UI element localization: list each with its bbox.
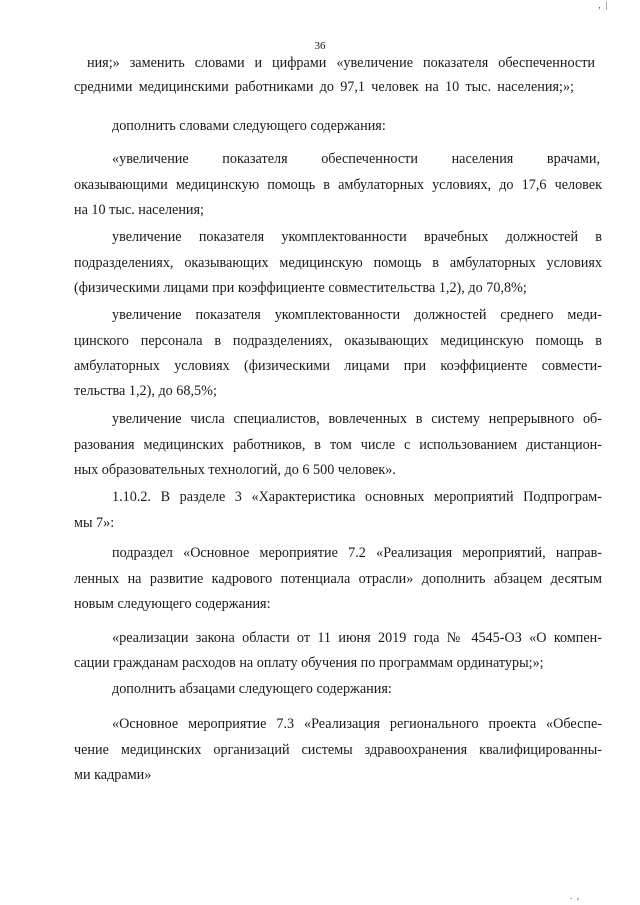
- text-line: увеличение показателя укомплектованности врачебных должностей в: [112, 229, 602, 245]
- text-line: «реализации закона области от 11 июня 2019 года № 4545-ОЗ «О компен-: [112, 630, 602, 646]
- text-line: ных образовательных технологий, до 6 500 человек».: [74, 462, 396, 478]
- text-line: на 10 тыс. населения;: [74, 202, 204, 218]
- text-line: 1.10.2. В разделе 3 «Характеристика основных мероприятий Подпрограм-: [112, 489, 602, 505]
- text-line: тельства 1,2), до 68,5%;: [74, 383, 217, 399]
- text-line: (физическими лицами при коэффициенте совместительства 1,2), до 70,8%;: [74, 280, 527, 296]
- text-line: ленных на развитие кадрового потенциала отрасли» дополнить абзацем десятым: [74, 571, 602, 587]
- text-line: чение медицинских организаций системы здравоохранения квалифицированны-: [74, 742, 602, 758]
- text-line: сации гражданам расходов на оплату обучения по программам ординатуры;»;: [74, 655, 544, 671]
- page-number: 36: [314, 40, 326, 52]
- text-line: «Основное мероприятие 7.3 «Реализация регионального проекта «Обеспе-: [112, 716, 602, 732]
- text-line: новым следующего содержания:: [74, 596, 271, 612]
- text-line: увеличение числа специалистов, вовлеченных в систему непрерывного об-: [112, 411, 602, 427]
- text-line: дополнить словами следующего содержания:: [112, 118, 386, 134]
- text-line: подраздел «Основное мероприятие 7.2 «Реализация мероприятий, направ-: [112, 545, 602, 561]
- scan-mark: . ,: [570, 891, 579, 901]
- text-line: ния;» заменить словами и цифрами «увеличение показателя обеспеченности: [87, 55, 595, 71]
- text-line: ми кадрами»: [74, 767, 152, 783]
- text-line: подразделениях, оказывающих медицинскую помощь в амбулаторных условиях: [74, 255, 602, 271]
- scan-mark: ‚ |: [598, 0, 608, 10]
- text-line: «увеличение показателя обеспеченности населения врачами,: [112, 151, 600, 167]
- text-line: цинского персонала в подразделениях, оказывающих медицинскую помощь в: [74, 333, 602, 349]
- text-line: средними медицинскими работниками до 97,1 человек на 10 тыс. населения;»;: [74, 79, 574, 95]
- text-line: амбулаторных условиях (физическими лицами при коэффициенте совмести-: [74, 358, 602, 374]
- text-line: дополнить абзацами следующего содержания:: [112, 681, 392, 697]
- text-line: оказывающими медицинскую помощь в амбулаторных условиях, до 17,6 человек: [74, 177, 602, 193]
- text-line: разования медицинских работников, в том числе с использованием дистанцион-: [74, 437, 602, 453]
- text-line: увеличение показателя укомплектованности должностей среднего меди-: [112, 307, 602, 323]
- text-line: мы 7»:: [74, 515, 115, 531]
